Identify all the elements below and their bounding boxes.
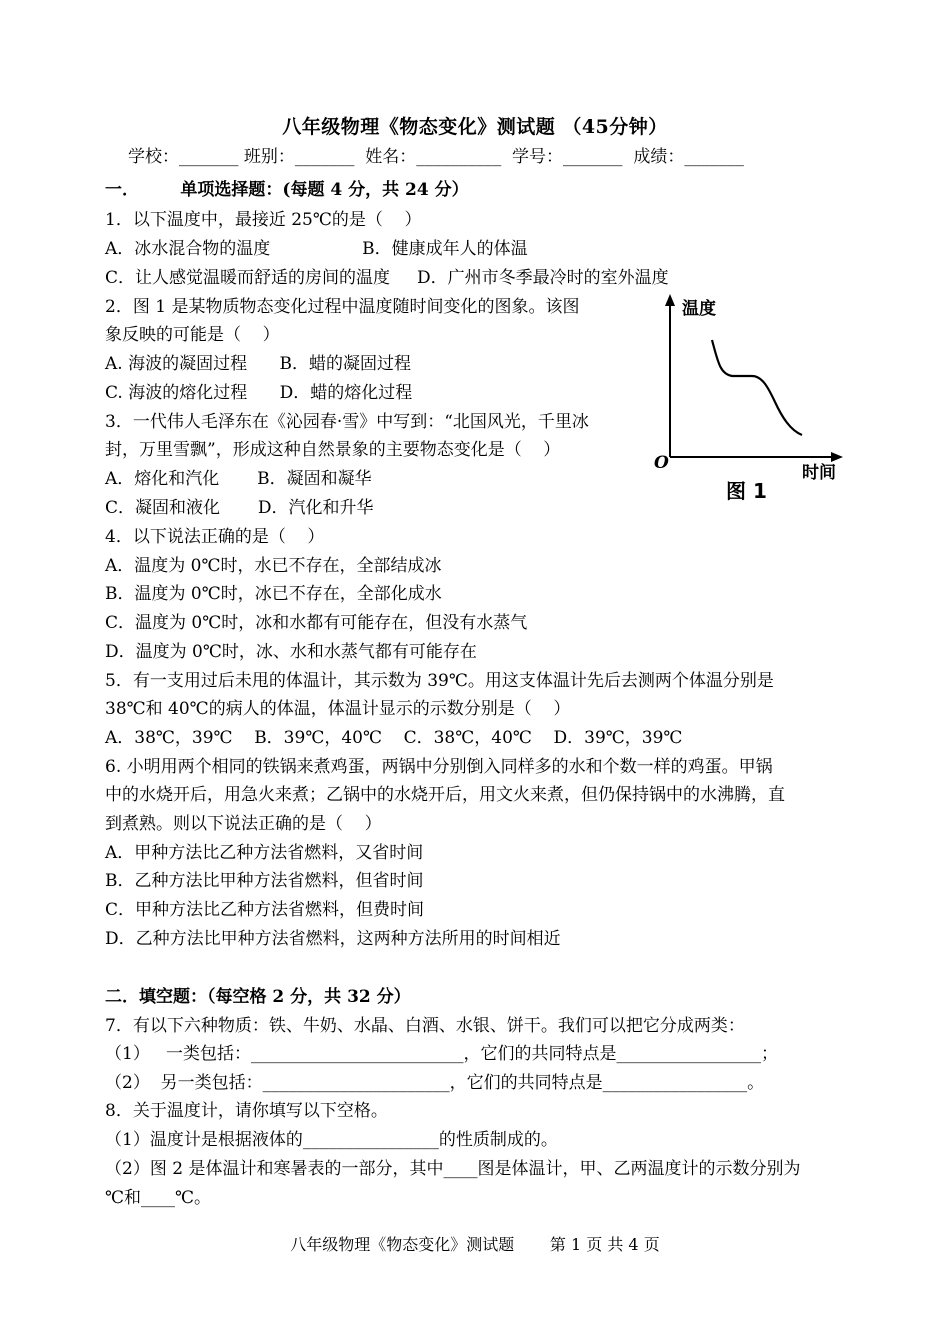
y-axis-arrow: [665, 294, 675, 306]
question-line: A. 海波的凝固过程 B．蜡的凝固过程: [105, 354, 411, 374]
question-line: 3．一代伟人毛泽东在《沁园春·雪》中写到：“北国风光，千里冰: [105, 412, 589, 432]
question-line: （1） 一类包括：_________________________，它们的共同特点是_________________；: [105, 1044, 779, 1064]
question-line: C．让人感觉温暖而舒适的房间的温度 D．广州市冬季最冷时的室外温度: [105, 268, 669, 288]
question-line: D．乙种方法比甲种方法省燃料，这两种方法所用的时间相近: [105, 929, 561, 949]
page-title: 八年级物理《物态变化》测试题 （45分钟）: [282, 116, 668, 138]
question-line: 1．以下温度中，最接近 25℃的是（ ）: [105, 210, 422, 230]
question-line: （1）温度计是根据液体的________________的性质制成的。: [105, 1130, 558, 1150]
page-footer: 八年级物理《物态变化》测试题 第 1 页 共 4 页: [290, 1235, 660, 1254]
x-axis-arrow: [831, 452, 843, 462]
question-line: 38℃和 40℃的病人的体温，体温计显示的示数分别是（ ）: [105, 699, 571, 719]
question-line: C．凝固和液化 D．汽化和升华: [105, 498, 374, 518]
question-line: 4．以下说法正确的是（ ）: [105, 527, 325, 547]
figure1-caption: 图 1: [726, 479, 767, 503]
question-line: （2）图 2 是体温计和寒暑表的一部分，其中____图是体温计，甲、乙两温度计的示数分别为: [105, 1159, 801, 1179]
x-axis-label: 时间: [802, 463, 836, 483]
question-line: A．温度为 0℃时，水已不存在，全部结成冰: [105, 556, 442, 576]
y-axis-label: 温度: [682, 299, 716, 319]
question-line: A．熔化和汽化 B．凝固和凝华: [105, 469, 372, 489]
question-line: 2．图 1 是某物质物态变化过程中温度随时间变化的图象。该图: [105, 297, 580, 317]
question-line: 象反映的可能是（ ）: [105, 325, 280, 345]
question-line: A．甲种方法比乙种方法省燃料，又省时间: [105, 843, 424, 863]
origin-label: O: [654, 453, 669, 473]
question-line: 7．有以下六种物质：铁、牛奶、水晶、白酒、水银、饼干。我们可以把它分成两类：: [105, 1016, 745, 1036]
question-line: C. 海波的熔化过程 D．蜡的熔化过程: [105, 383, 413, 403]
student-info-line: 学校：_______ 班别：_______ 姓名：__________ 学号：_______ 成绩：_______: [128, 147, 744, 167]
question-line: C．温度为 0℃时，冰和水都有可能存在，但没有水蒸气: [105, 613, 528, 633]
question-line: B．乙种方法比甲种方法省燃料，但省时间: [105, 871, 424, 891]
figure1-graph: [650, 292, 855, 507]
question-line: 封，万里雪飘”，形成这种自然景象的主要物态变化是（ ）: [105, 440, 561, 460]
question-line: 中的水烧开后，用急火来煮；乙锅中的水烧开后，用文火来煮，但仍保持锅中的水沸腾，直: [105, 785, 785, 805]
question-line: 6. 小明用两个相同的铁锅来煮鸡蛋，两锅中分别倒入同样多的水和个数一样的鸡蛋。甲锅: [105, 757, 773, 777]
section2-heading: 二．填空题：（每空格 2 分，共 32 分）: [105, 987, 411, 1007]
question-line: B．温度为 0℃时，冰已不存在，全部化成水: [105, 584, 442, 604]
question-line: （2） 另一类包括：______________________，它们的共同特点是_________________。: [105, 1073, 765, 1093]
temperature-curve: [712, 340, 802, 435]
question-line: 5．有一支用过后未甩的体温计，其示数为 39℃。用这支体温计先后去测两个体温分别是: [105, 671, 774, 691]
section1-heading: 一． 单项选择题：(每题 4 分，共 24 分）: [105, 180, 469, 200]
question-line: A．38℃，39℃ B．39℃，40℃ C．38℃，40℃ D．39℃，39℃: [105, 728, 683, 748]
question-line: ℃和____℃。: [105, 1188, 212, 1208]
question-line: 到煮熟。则以下说法正确的是（ ）: [105, 814, 382, 834]
question-line: C．甲种方法比乙种方法省燃料，但费时间: [105, 900, 425, 920]
question-line: 8．关于温度计，请你填写以下空格。: [105, 1101, 388, 1121]
question-line: A．冰水混合物的温度 B．健康成年人的体温: [105, 239, 528, 259]
question-line: D．温度为 0℃时，冰、水和水蒸气都有可能存在: [105, 642, 477, 662]
